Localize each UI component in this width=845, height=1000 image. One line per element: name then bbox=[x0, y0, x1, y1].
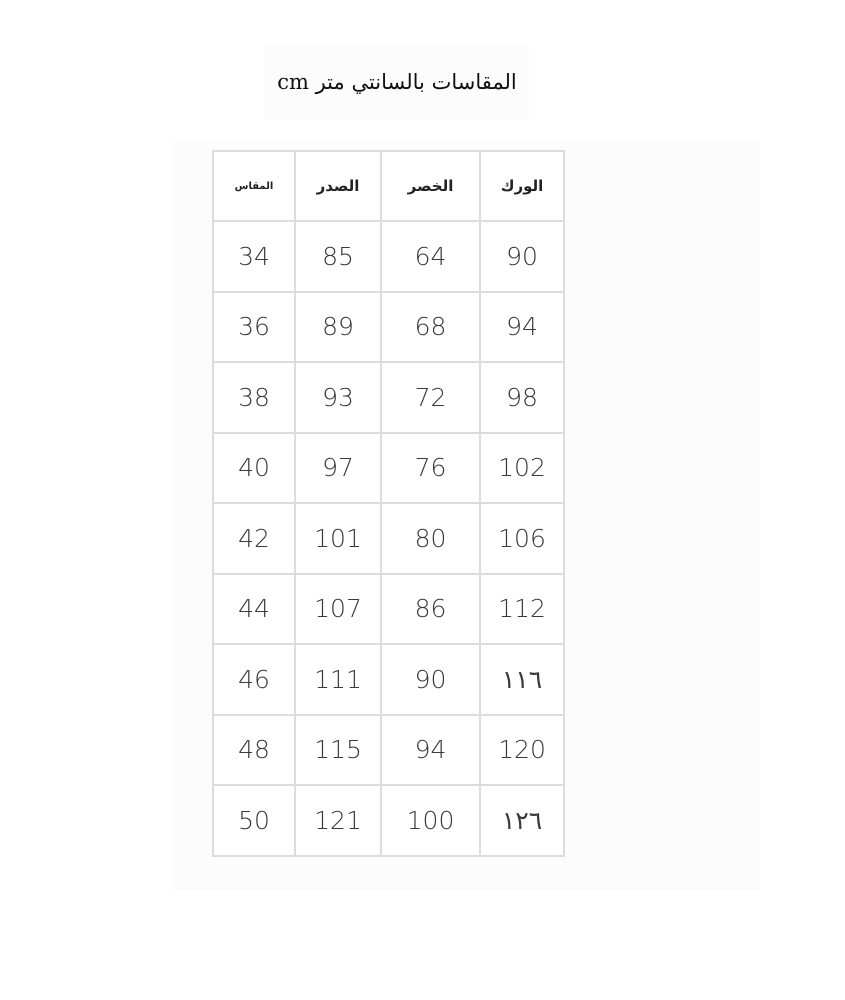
table-row bbox=[213, 362, 564, 433]
cell-hip: 106 bbox=[480, 503, 564, 574]
cell-size: 38 bbox=[213, 362, 295, 433]
cell-hip: ١١٦ bbox=[480, 644, 564, 715]
table-row bbox=[213, 644, 564, 715]
cell-hip: 94 bbox=[480, 292, 564, 363]
cell-size: 44 bbox=[213, 574, 295, 645]
header-chest: الصدر bbox=[295, 151, 381, 221]
cell-waist: 80 bbox=[381, 503, 480, 574]
table-row bbox=[213, 433, 564, 504]
cell-waist: 90 bbox=[381, 644, 480, 715]
cell-hip: 102 bbox=[480, 433, 564, 504]
cell-chest: 111 bbox=[295, 644, 381, 715]
cell-waist: 76 bbox=[381, 433, 480, 504]
cell-size: 36 bbox=[213, 292, 295, 363]
cell-chest: 93 bbox=[295, 362, 381, 433]
cell-hip: ١٢٦ bbox=[480, 785, 564, 856]
cell-chest: 107 bbox=[295, 574, 381, 645]
cell-size: 46 bbox=[213, 644, 295, 715]
cell-hip: 120 bbox=[480, 715, 564, 786]
cell-size: 50 bbox=[213, 785, 295, 856]
header-hip: الورك bbox=[480, 151, 564, 221]
cell-hip: 98 bbox=[480, 362, 564, 433]
table-row bbox=[213, 221, 564, 292]
table-row bbox=[213, 292, 564, 363]
cell-size: 42 bbox=[213, 503, 295, 574]
table-header-row bbox=[213, 151, 564, 221]
table-row bbox=[213, 785, 564, 856]
cell-chest: 101 bbox=[295, 503, 381, 574]
header-waist: الخصر bbox=[381, 151, 480, 221]
cell-chest: 89 bbox=[295, 292, 381, 363]
table-row bbox=[213, 574, 564, 645]
cell-chest: 121 bbox=[295, 785, 381, 856]
cell-size: 40 bbox=[213, 433, 295, 504]
header-size: المقاس bbox=[213, 151, 295, 221]
cell-chest: 85 bbox=[295, 221, 381, 292]
table-row bbox=[213, 715, 564, 786]
cell-waist: 100 bbox=[381, 785, 480, 856]
cell-waist: 64 bbox=[381, 221, 480, 292]
cell-size: 48 bbox=[213, 715, 295, 786]
cell-hip: 112 bbox=[480, 574, 564, 645]
title-box bbox=[265, 45, 529, 119]
cell-chest: 97 bbox=[295, 433, 381, 504]
size-table bbox=[212, 150, 565, 857]
page-title: المقاسات بالسانتي متر cm bbox=[277, 70, 517, 94]
table-row bbox=[213, 503, 564, 574]
cell-hip: 90 bbox=[480, 221, 564, 292]
cell-waist: 86 bbox=[381, 574, 480, 645]
cell-size: 34 bbox=[213, 221, 295, 292]
cell-waist: 94 bbox=[381, 715, 480, 786]
cell-waist: 68 bbox=[381, 292, 480, 363]
cell-waist: 72 bbox=[381, 362, 480, 433]
cell-chest: 115 bbox=[295, 715, 381, 786]
